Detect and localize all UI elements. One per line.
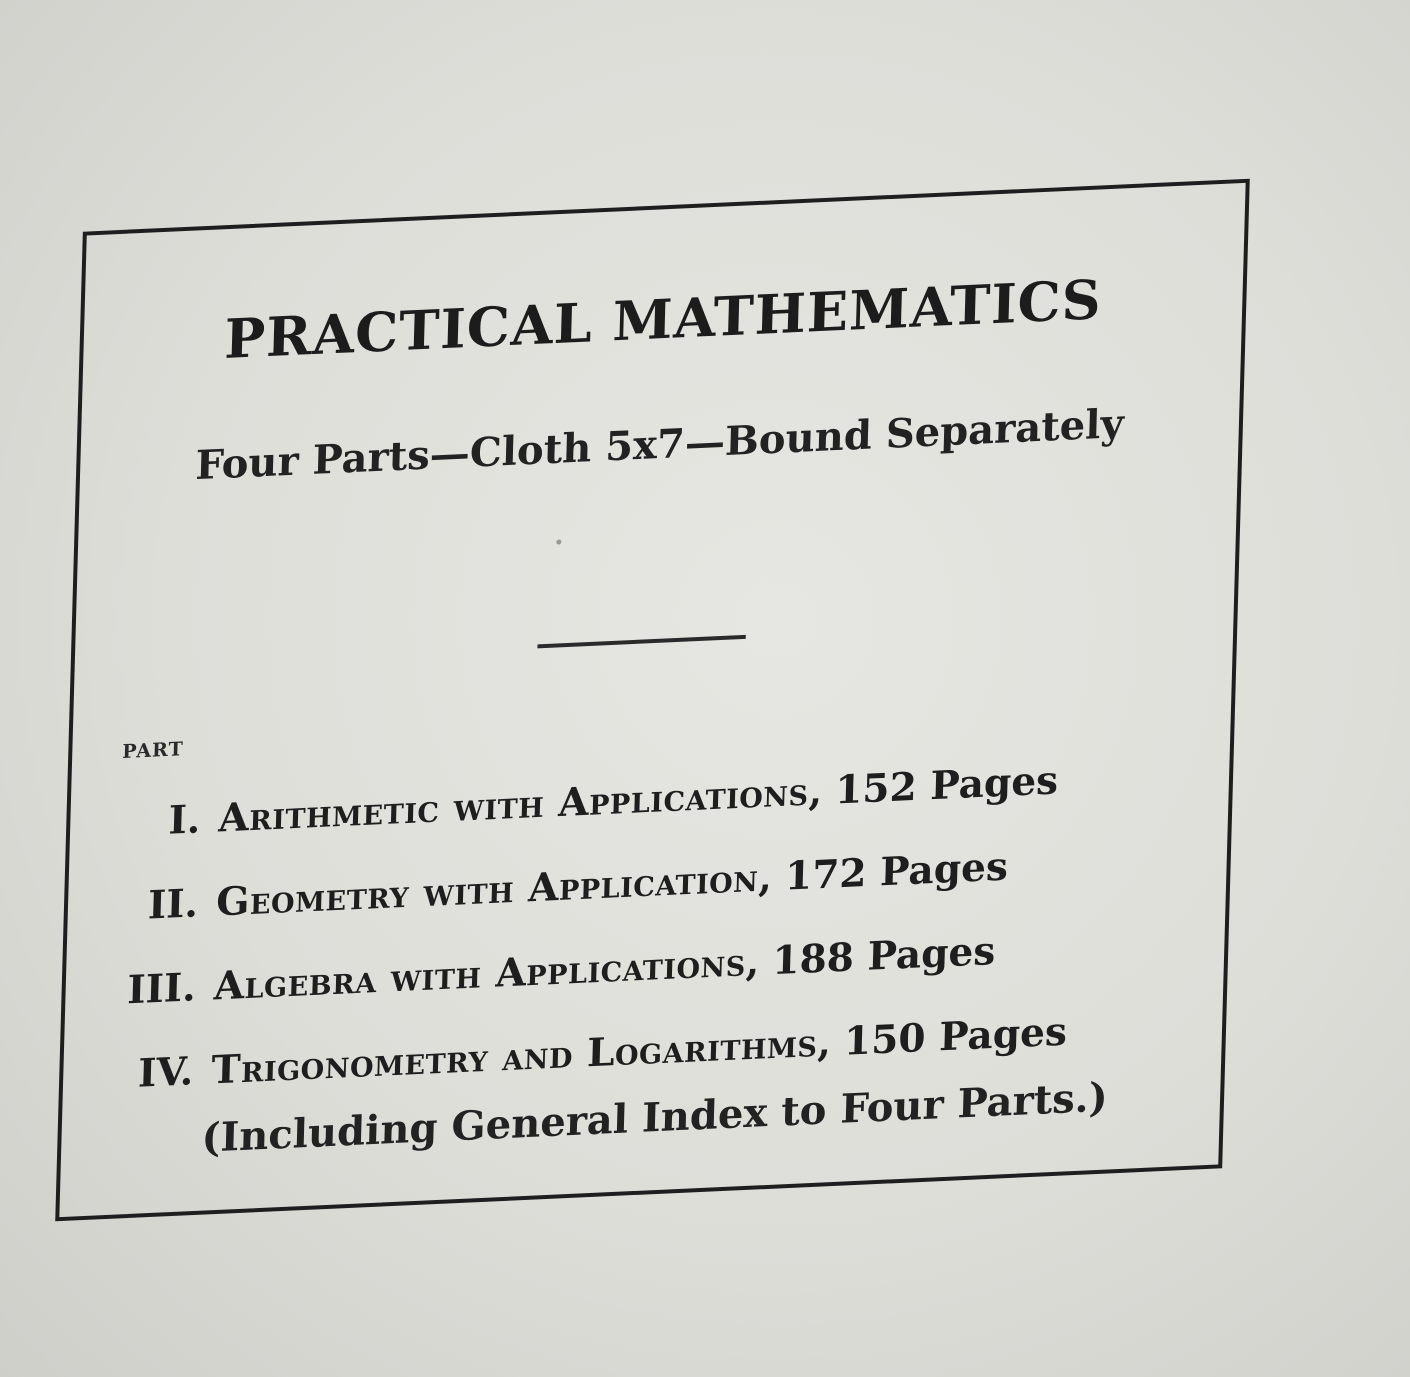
part-title: Geometry with Application, [215,854,774,926]
part-heading: PART [122,738,184,764]
part-title: Algebra with Applications, [213,938,761,1010]
binding-subtitle: Four Parts—Cloth 5x7—Bound Separately [194,400,1125,490]
bordered-frame [55,179,1250,1222]
part-numeral: I. [167,796,202,844]
part-pages: 150 Pages [843,1008,1068,1065]
part-pages: 152 Pages [834,757,1059,814]
part-title: Arithmetic with Applications, [217,768,824,842]
divider-rule [537,635,745,648]
part-title: Trigonometry and Logarithms, [210,1019,833,1094]
page-title: PRACTICAL MATHEMATICS [223,267,1103,372]
paper-speck [556,539,561,544]
index-note: (Including General Index to Four Parts.) [200,1073,1109,1162]
part-numeral: IV. [137,1048,195,1097]
part-pages: 172 Pages [784,843,1009,900]
part-numeral: III. [126,964,197,1014]
part-pages: 188 Pages [771,927,997,985]
parts-list [92,734,1163,1118]
part-numeral: II. [147,880,199,929]
